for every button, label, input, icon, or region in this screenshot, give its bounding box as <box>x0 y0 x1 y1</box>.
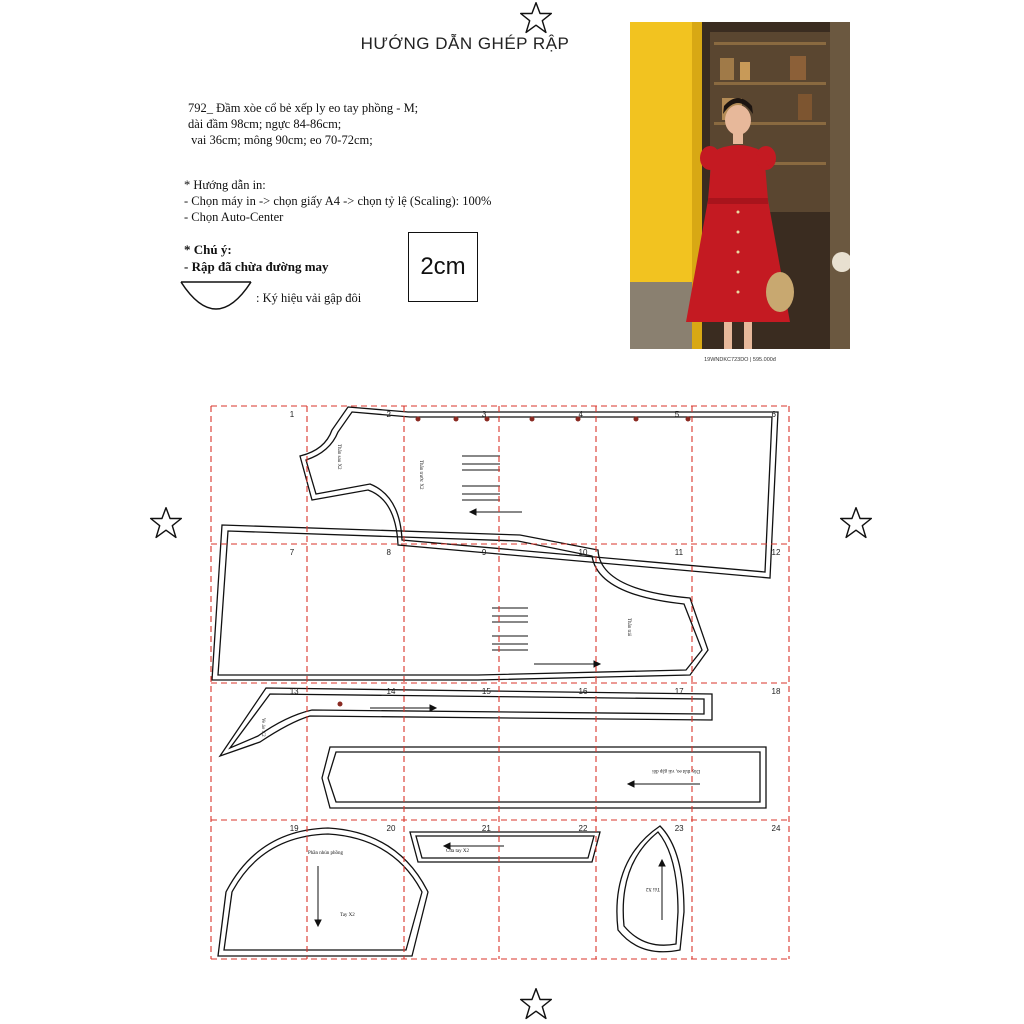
tile-number: 20 <box>386 824 396 833</box>
piece-label: Dây thắt eo, vải gập đôi <box>652 768 700 773</box>
tile-number: 8 <box>386 548 391 557</box>
piece-label: Túi X2 <box>645 886 660 891</box>
piece-label: Thân trước X2 <box>418 460 423 490</box>
tile-number: 15 <box>481 687 491 696</box>
tile-number: 13 <box>289 687 299 696</box>
tile-number: 14 <box>386 687 396 696</box>
tile-number: 7 <box>289 548 295 557</box>
tile-number: 12 <box>771 548 781 557</box>
tile-number: 11 <box>674 548 684 557</box>
scale-reference-box: 2cm <box>408 232 478 302</box>
tile-number: 21 <box>481 824 491 833</box>
pattern-piece-back-seam <box>306 412 772 572</box>
print-guide-step: - Chọn máy in -> chọn giấy A4 -> chọn tỷ lệ (Scaling): 100% <box>184 194 492 208</box>
tile-number: 10 <box>578 548 588 557</box>
tile-number: 17 <box>674 687 684 696</box>
pattern-piece-collar-seam <box>230 694 704 748</box>
pattern-piece-sleeve-band-seam <box>416 836 594 858</box>
button-marks <box>338 417 691 707</box>
tile-number: 1 <box>289 410 295 419</box>
tile-number: 24 <box>771 824 781 833</box>
piece-label: Thân sau X2 <box>336 444 341 470</box>
photo-caption: 19WNDKC723DO | 595.000đ <box>704 357 776 363</box>
tile-number: 6 <box>771 410 776 419</box>
piece-label: Ve áo X2 <box>260 718 265 737</box>
tile-number: 22 <box>578 824 588 833</box>
piece-label: Phần nhún phồng <box>308 851 343 856</box>
piece-label: Cửa tay X2 <box>446 849 469 854</box>
tile-number: 19 <box>289 824 299 833</box>
page-title: HƯỚNG DẪN GHÉP RẬP <box>360 34 570 53</box>
piece-label: Thân trái <box>626 618 631 637</box>
spec-line: vai 36cm; mông 90cm; eo 70-72cm; <box>188 133 373 147</box>
tile-numbers <box>290 410 781 833</box>
print-guide-step: - Chọn Auto-Center <box>184 210 284 224</box>
tile-number: 16 <box>578 687 588 696</box>
spec-line: dài đầm 98cm; ngực 84-86cm; <box>188 117 342 131</box>
fold-symbol-label: : Ký hiệu vải gập đôi <box>256 291 362 305</box>
print-guide-heading: * Hướng dẫn in: <box>184 178 266 192</box>
tile-number: 23 <box>674 824 684 833</box>
notes-item: - Rập đã chừa đường may <box>184 259 329 274</box>
tile-number: 4 <box>578 410 583 419</box>
tile-number: 3 <box>481 410 487 419</box>
tile-number: 9 <box>481 548 487 557</box>
pattern-piece-tie-seam <box>328 752 760 802</box>
tile-number: 18 <box>771 687 781 696</box>
piece-label: Tay X2 <box>340 913 355 918</box>
pattern-pieces <box>212 407 778 956</box>
pattern-piece-sleeve <box>218 828 428 956</box>
notes-heading: * Chú ý: <box>184 242 232 257</box>
spec-line: 792_ Đầm xòe cổ bẻ xếp ly eo tay phồng - M; <box>188 101 419 115</box>
pattern-piece-tie <box>322 747 766 808</box>
tile-number: 5 <box>674 410 680 419</box>
tile-number: 2 <box>386 410 391 419</box>
pattern-piece-front <box>212 525 708 680</box>
tile-cut-lines <box>211 406 789 959</box>
